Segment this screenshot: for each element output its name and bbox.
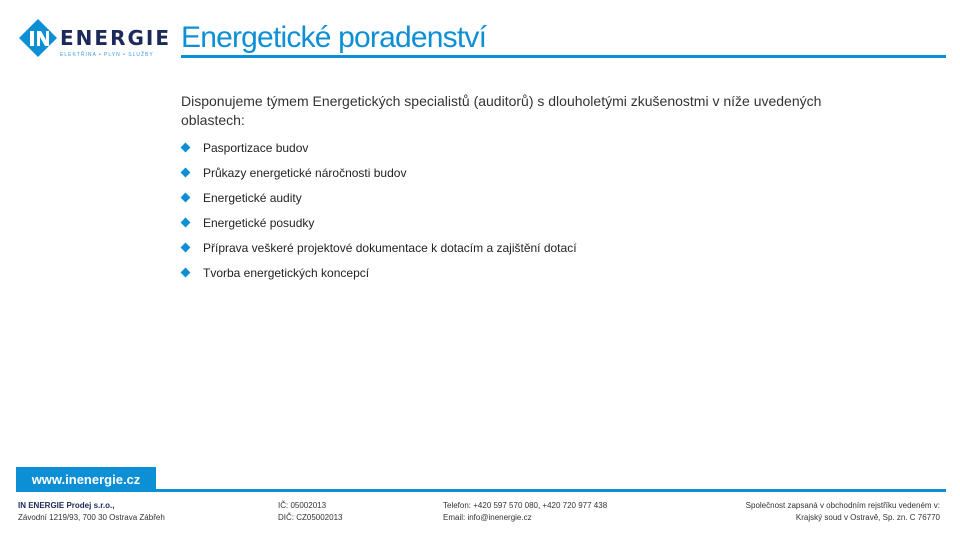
title-underline <box>181 55 946 58</box>
footer-ids <box>278 500 342 524</box>
company-dic: DIČ: CZ05002013 <box>278 513 343 522</box>
logo-wordmark: ENERGIE <box>60 26 171 50</box>
list-item <box>181 264 577 289</box>
registry-line-2: Krajský soud v Ostravě, Sp. zn. C 76770 <box>795 513 940 522</box>
list-item <box>181 189 577 214</box>
company-name: IN ENERGIE Prodej s.r.o., <box>18 501 115 510</box>
footer-contact <box>443 500 607 524</box>
list-item <box>181 164 577 189</box>
contact-phone: Telefon: +420 597 570 080, +420 720 977 438 <box>443 501 608 510</box>
list-item-text: Energetické posudky <box>203 216 315 230</box>
company-address: Závodní 1219/93, 700 30 Ostrava Zábřeh <box>18 513 165 522</box>
company-ic: IČ: 05002013 <box>278 501 327 510</box>
list-item-text: Příprava veškeré projektové dokumentace k dotacím a zajištění dotací <box>203 241 577 255</box>
footer-divider <box>156 489 946 492</box>
diamond-bullet-icon <box>181 268 191 278</box>
registry-line-1: Společnost zapsaná v obchodním rejstříku vedeném v: <box>745 501 940 510</box>
list-item <box>181 139 577 164</box>
footer-company <box>18 500 165 524</box>
in-energie-logo-icon <box>18 18 58 58</box>
intro-text: Disponujeme týmem Energetických specialistů (auditorů) s dlouholetými zkušenostmi v níže uvedených oblastech: <box>181 93 822 128</box>
list-item-text: Pasportizace budov <box>203 141 309 155</box>
diamond-bullet-icon <box>181 218 191 228</box>
footer-registry <box>746 500 940 524</box>
list-item-text: Energetické audity <box>203 191 302 205</box>
company-logo <box>18 18 171 64</box>
diamond-bullet-icon <box>181 168 191 178</box>
services-list <box>181 139 577 289</box>
list-item <box>181 239 577 264</box>
diamond-bullet-icon <box>181 143 191 153</box>
list-item-text: Tvorba energetických koncepcí <box>203 266 370 280</box>
list-item <box>181 214 577 239</box>
footer-divider-left <box>16 489 156 492</box>
page-title: Energetické poradenství <box>181 21 487 54</box>
diamond-bullet-icon <box>181 193 191 203</box>
diamond-bullet-icon <box>181 243 191 253</box>
logo-tagline: ELEKTŘINA • PLYN • SLUŽBY <box>60 52 154 58</box>
website-link[interactable]: www.inenergie.cz <box>16 467 156 492</box>
contact-email[interactable]: Email: info@inenergie.cz <box>443 513 532 522</box>
list-item-text: Průkazy energetické náročnosti budov <box>203 166 407 180</box>
